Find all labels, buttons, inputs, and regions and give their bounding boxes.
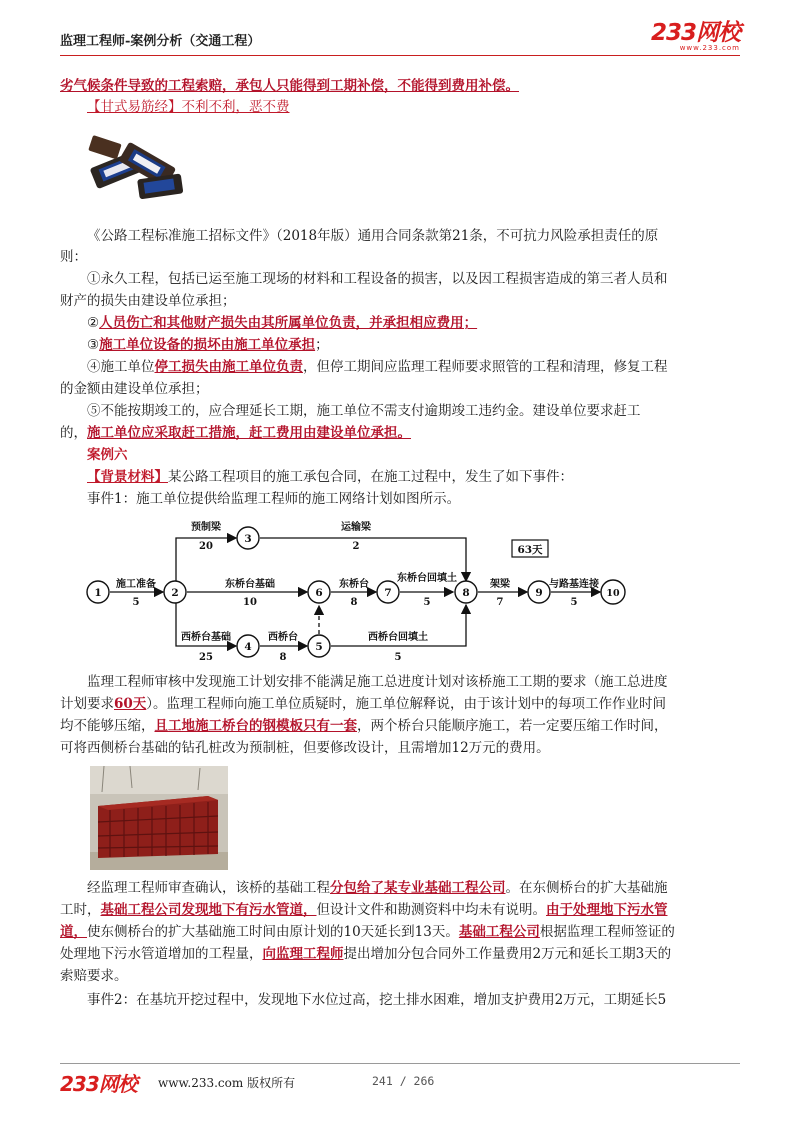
node-10-label: 10 <box>606 588 620 599</box>
rule-item-4 <box>60 357 740 377</box>
node-9-label: 9 <box>535 587 543 599</box>
conclusion-line: 劣气候条件导致的工程索赔，承包人只能得到工期补偿，不能得到费用补偿。 <box>60 78 519 94</box>
rule-item-2 <box>60 313 740 333</box>
activity-2-duration: 20 <box>199 541 213 552</box>
rule-item-2-text: 人员伤亡和其他财产损失由其所属单位负责，并承担相应费用； <box>99 315 478 331</box>
subcontract-line-4-c: 提出增加分包合同外工作量费用2万元和延长工期3天的 <box>343 946 672 962</box>
logo-url: www.233.com <box>679 44 740 52</box>
activity-7-name: 架梁 <box>490 579 510 590</box>
rule-item-4-b: 停工损失由施工单位负责 <box>154 359 303 375</box>
rule-item-5b-a: 的， <box>60 425 87 441</box>
subcontract-line-2-b: 基础工程公司发现地下有污水管道， <box>100 902 317 918</box>
mnemonic-text: 【甘式易筋经】不利不利，恶不费 <box>87 99 290 115</box>
rule-item-3-num: ③ <box>87 337 100 353</box>
activity-7-duration: 7 <box>496 597 504 608</box>
activity-6-duration: 5 <box>423 597 431 608</box>
rule-item-4-c: ，但停工期间应监理工程师要求照管的工程和清理，修复工程 <box>303 359 668 375</box>
review-line-3-c: ，两个桥台只能顺序施工，若一定要压缩工作时间， <box>357 718 668 734</box>
rule-item-3-end: ； <box>315 337 329 353</box>
activity-1-name: 施工准备 <box>116 579 156 590</box>
rule-item-4d: 的金额由建设单位承担； <box>60 381 209 397</box>
subcontract-line-1-b: 分包给了某专业基础工程公司 <box>330 880 506 896</box>
subcontract-line-3-d: 根据监理工程师签证的 <box>539 924 675 940</box>
page-number: 241 / 266 <box>372 1074 435 1088</box>
activity-6-name: 东桥台回填土 <box>397 573 457 584</box>
total-duration-label: 63天 <box>517 544 543 556</box>
event-1-line: 事件1：施工单位提供给监理工程师的施工网络计划如图所示。 <box>87 491 461 507</box>
mnemonic-line <box>60 97 740 117</box>
review-line-3 <box>60 716 740 736</box>
subcontract-line-4-a: 处理地下污水管道增加的工程量， <box>60 946 263 962</box>
activity-5-duration: 8 <box>350 597 358 608</box>
review-line-3-b: 且工地施工桥台的钢模板只有一套 <box>154 718 357 734</box>
header-title: 监理工程师-案例分析（交通工程） <box>60 34 261 49</box>
rule-item-5b-b: 施工单位应采取赶工措施，赶工费用由建设单位承担。 <box>87 425 411 441</box>
rule-item-2-num: ② <box>87 315 100 331</box>
node-8-label: 8 <box>462 587 470 599</box>
steel-formwork-photo <box>90 766 228 870</box>
background-tag: 【背景材料】 <box>87 469 168 485</box>
activity-4-duration: 10 <box>243 597 257 608</box>
review-line-2 <box>60 694 740 714</box>
review-line-4: 可将西侧桥台基础的钻孔桩改为预制桩，但要修改设计，且需增加12万元的费用。 <box>60 740 550 756</box>
review-line-1: 监理工程师审核中发现施工计划安排不能满足施工总进度计划对该桥施工工期的要求（施工总进度 <box>87 674 668 690</box>
subcontract-line-4-b: 向监理工程师 <box>262 946 344 962</box>
subcontract-line-5: 索赔要求。 <box>60 968 128 984</box>
footer-copyright: www.233.com 版权所有 <box>158 1076 296 1090</box>
activity-2-name: 预制梁 <box>191 522 221 533</box>
activity-1-duration: 5 <box>132 597 140 608</box>
event-2-line: 事件2：在基坑开挖过程中，发现地下水位过高，挖土排水困难，增加支护费用2万元，工期延长5 <box>87 992 667 1008</box>
activity-9-name: 西桥台基础 <box>181 632 231 643</box>
activity-5-name: 东桥台 <box>339 579 369 590</box>
node-6-label: 6 <box>315 587 323 599</box>
activity-3-duration: 2 <box>352 541 360 552</box>
activity-8-duration: 5 <box>570 597 578 608</box>
background-text: 某公路工程项目的施工承包合同，在施工过程中，发生了如下事件： <box>168 469 573 485</box>
rule-item-1a: ①永久工程，包括已运至施工现场的材料和工程设备的损害，以及因工程损害造成的第三者人员和 <box>87 271 668 287</box>
node-4-label: 4 <box>244 641 252 653</box>
footer-divider <box>60 1063 740 1064</box>
review-line-2-b: 60天 <box>114 696 147 712</box>
activity-10-name: 西桥台 <box>268 632 298 643</box>
rule-item-1b: 财产的损失由建设单位承担； <box>60 293 236 309</box>
review-line-3-a: 均不能够压缩， <box>60 718 155 734</box>
subcontract-line-3-c: 基础工程公司 <box>458 924 540 940</box>
rule-item-3 <box>60 335 740 355</box>
node-5-label: 5 <box>315 641 323 653</box>
activity-9-duration: 25 <box>199 652 213 663</box>
activity-11-name: 西桥台回填土 <box>368 632 428 643</box>
subcontract-line-3-b: 使东侧桥台的扩大基础施工时间由原计划的10天延长到13天。 <box>87 924 459 940</box>
case-title: 案例六 <box>87 447 128 463</box>
rule-item-4-a: ④施工单位 <box>87 359 155 375</box>
background-line <box>60 467 740 487</box>
node-3-label: 3 <box>244 533 252 545</box>
snickers-photo <box>86 125 188 205</box>
subcontract-line-3 <box>60 922 740 942</box>
node-1-label: 1 <box>94 587 102 599</box>
subcontract-line-2 <box>60 900 740 920</box>
subcontract-line-1-c: 。在东侧桥台的扩大基础施 <box>505 880 668 896</box>
subcontract-line-2-c: 但设计文件和勘测资料中均未有说明。 <box>316 902 546 918</box>
header-logo[interactable] <box>651 20 740 52</box>
logo-text: 233网校 <box>650 20 740 46</box>
subcontract-line-1 <box>60 878 740 898</box>
review-line-2-a: 计划要求 <box>60 696 114 712</box>
subcontract-line-2-a: 工时， <box>60 902 101 918</box>
node-2-label: 2 <box>171 587 179 599</box>
subcontract-line-1-a: 经监理工程师审查确认，该桥的基础工程 <box>87 880 330 896</box>
activity-4-name: 东桥台基础 <box>225 579 275 590</box>
network-diagram <box>86 508 646 670</box>
rule-intro-2: 则： <box>60 249 87 265</box>
subcontract-line-3-a: 道， <box>60 924 87 940</box>
rule-intro-1: 《公路工程标准施工招标文件》（2018年版）通用合同条款第21条，不可抗力风险承担责任的原 <box>87 228 659 244</box>
header-divider <box>60 55 740 56</box>
review-line-2-c: ）。监理工程师向施工单位质疑时，施工单位解释说，由于该计划中的每项工作作业时间 <box>146 696 667 712</box>
footer-logo[interactable]: 233网校 <box>60 1072 137 1096</box>
rule-item-3-text: 施工单位设备的损坏由施工单位承担 <box>99 337 316 353</box>
activity-3-name: 运输梁 <box>341 522 371 533</box>
node-7-label: 7 <box>384 587 392 599</box>
subcontract-line-2-d: 由于处理地下污水管 <box>546 902 668 918</box>
subcontract-line-4 <box>60 944 740 964</box>
activity-8-name: 与路基连接 <box>549 579 599 590</box>
activity-10-duration: 8 <box>279 652 287 663</box>
activity-11-duration: 5 <box>394 652 402 663</box>
rule-item-5a: ⑤不能按期竣工的，应合理延长工期，施工单位不需支付逾期竣工违约金。建设单位要求赶工 <box>87 403 641 419</box>
rule-item-5b <box>60 423 740 443</box>
